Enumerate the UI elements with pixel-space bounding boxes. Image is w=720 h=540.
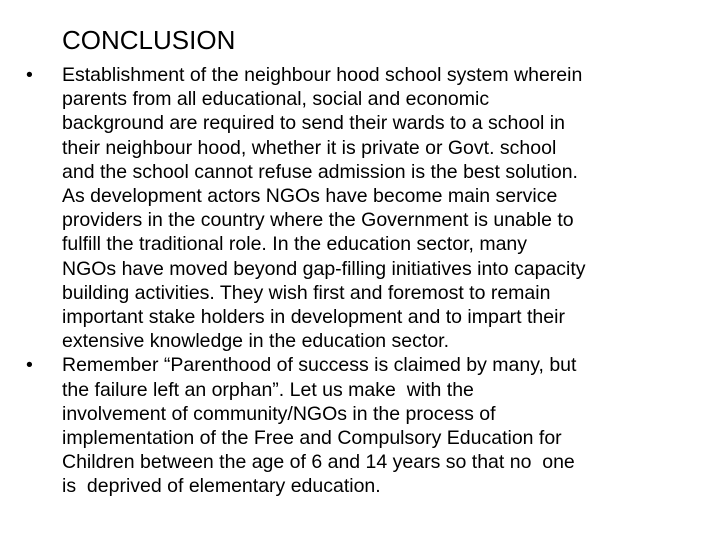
text-line: Establishment of the neighbour hood school system wherein <box>62 64 583 86</box>
text-line: As development actors NGOs have become main service <box>62 185 558 208</box>
bullet-item-remember <box>26 353 710 498</box>
text-line: and the school cannot refuse admission is the best solution. <box>62 160 578 183</box>
bullet-text <box>62 353 710 498</box>
text-line: implementation of the Free and Compulsory Education for <box>62 427 562 450</box>
bullet-list <box>26 63 710 499</box>
text-line: parents from all educational, social and economic <box>62 88 490 111</box>
text-line: is deprived of elementary education. <box>62 475 381 498</box>
text-line: fulfill the traditional role. In the education sector, many <box>62 233 528 256</box>
bullet-icon: • <box>26 354 33 377</box>
text-line: involvement of community/NGOs in the process of <box>62 402 496 425</box>
text-line: background are required to send their wards to a school in <box>62 112 565 135</box>
slide-title: CONCLUSION <box>62 25 236 55</box>
bullet-text <box>62 63 710 353</box>
bullet-item-establishment <box>26 63 710 353</box>
text-line: Remember “Parenthood of success is claimed by many, but <box>62 354 577 377</box>
text-line: building activities. They wish first and foremost to remain <box>62 281 551 304</box>
text-line: the failure left an orphan”. Let us make with the <box>62 378 474 401</box>
text-line: extensive knowledge in the education sector. <box>62 330 450 353</box>
text-line: their neighbour hood, whether it is private or Govt. school <box>62 136 557 159</box>
text-line: NGOs have moved beyond gap-filling initiatives into capacity <box>62 257 586 280</box>
text-line: providers in the country where the Government is unable to <box>62 209 574 232</box>
text-line: Children between the age of 6 and 14 years so that no one <box>62 451 575 474</box>
text-line: important stake holders in development and to impart their <box>62 306 565 329</box>
bullet-icon: • <box>26 64 33 86</box>
